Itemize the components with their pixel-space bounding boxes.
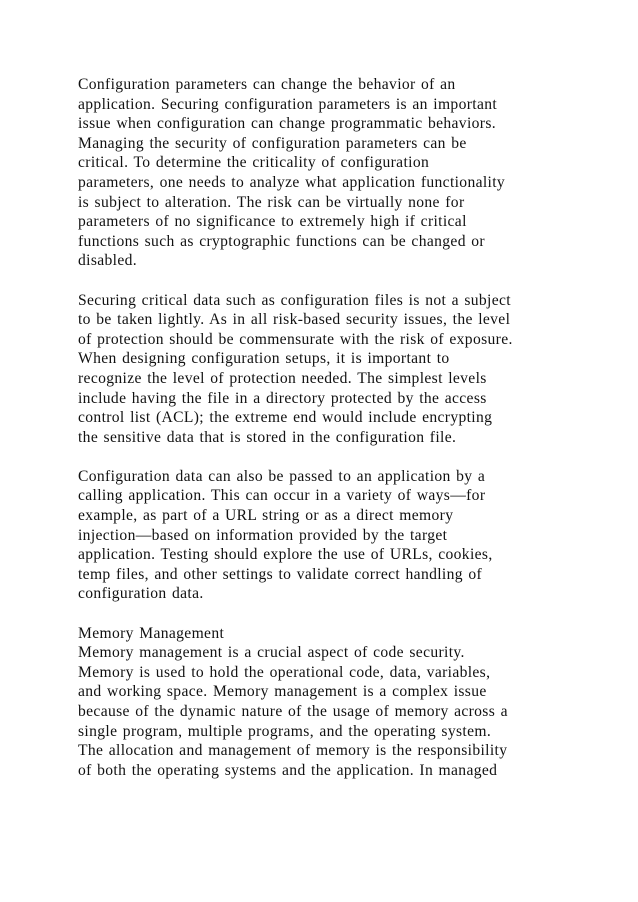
text-line: disabled. — [78, 252, 138, 270]
text-line: configuration data. — [78, 585, 204, 603]
text-line: Memory is used to hold the operational code, data, variables, — [78, 663, 491, 681]
section-heading: Memory Management — [78, 624, 225, 642]
text-line: calling application. This can occur in a variety of ways—for — [78, 487, 486, 505]
document-body — [78, 75, 578, 780]
text-line: issue when configuration can change programmatic behaviors. — [78, 115, 496, 133]
text-line: example, as part of a URL string or as a direct memory — [78, 507, 454, 525]
text-line: injection—based on information provided by the target — [78, 526, 448, 544]
text-line: and working space. Memory management is a complex issue — [78, 683, 487, 701]
paragraph-configuration-parameters — [78, 75, 578, 271]
text-line: is subject to alteration. The risk can be virtually none for — [78, 193, 465, 211]
text-line: application. Securing configuration parameters is an important — [78, 95, 498, 113]
text-line: because of the dynamic nature of the usage of memory across a — [78, 703, 508, 720]
text-line: of both the operating systems and the application. In managed — [78, 761, 498, 779]
text-line: parameters, one needs to analyze what application functionality — [78, 173, 506, 191]
text-line: parameters of no significance to extremely high if critical — [78, 213, 467, 231]
text-line: recognize the level of protection needed. The simplest levels — [78, 369, 487, 387]
section-memory-management — [78, 624, 578, 781]
text-line: control list (ACL); the extreme end would include encrypting — [78, 409, 493, 427]
text-line: Securing critical data such as configuration files is not a subject — [78, 291, 511, 309]
text-line: Memory management is a crucial aspect of code security. — [78, 644, 465, 662]
text-line: critical. To determine the criticality of configuration — [78, 154, 430, 172]
text-line: functions such as cryptographic functions can be changed or — [78, 232, 485, 250]
text-line: application. Testing should explore the use of URLs, cookies, — [78, 546, 493, 564]
text-line: to be taken lightly. As in all risk-based security issues, the level — [78, 311, 511, 329]
text-line: The allocation and management of memory is the responsibility — [78, 742, 508, 760]
paragraph-configuration-data — [78, 467, 578, 604]
text-line: of protection should be commensurate with the risk of exposure. — [78, 330, 513, 348]
text-line: the sensitive data that is stored in the configuration file. — [78, 428, 457, 446]
text-line: single program, multiple programs, and the operating system. — [78, 722, 492, 740]
text-line: temp files, and other settings to validate correct handling of — [78, 565, 483, 583]
text-line: When designing configuration setups, it is important to — [78, 350, 450, 368]
text-line: include having the file in a directory protected by the access — [78, 389, 487, 407]
paragraph-securing-critical-data — [78, 291, 578, 448]
text-line: Managing the security of configuration parameters can be — [78, 134, 467, 152]
text-line: Configuration parameters can change the behavior of an — [78, 76, 456, 93]
text-line: Configuration data can also be passed to an application by a — [78, 467, 486, 485]
